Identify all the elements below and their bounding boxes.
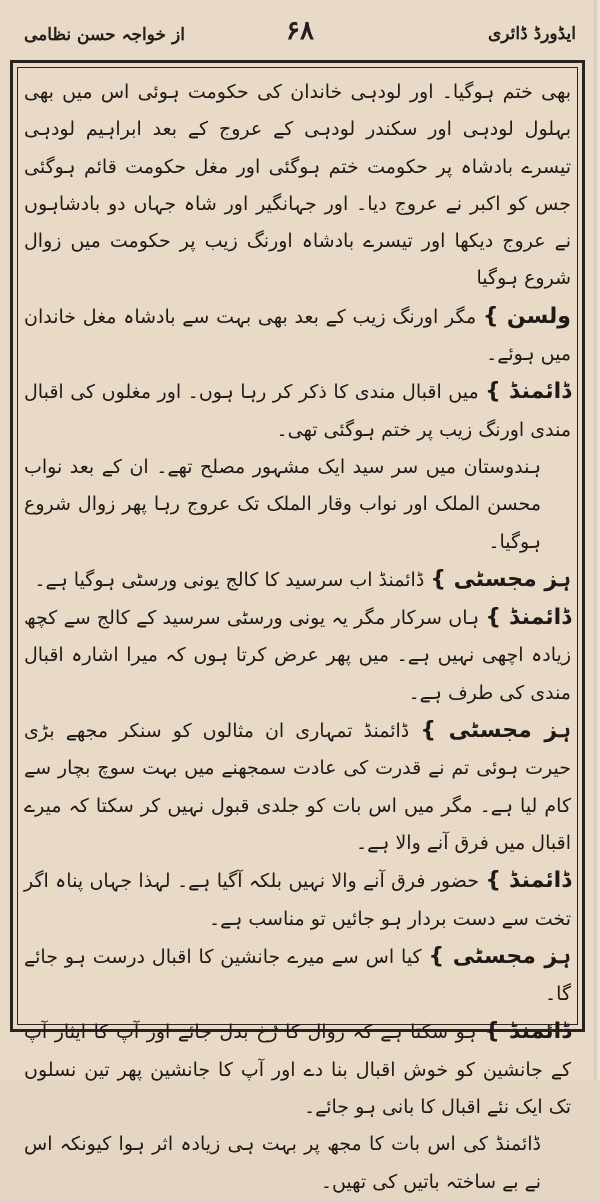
dialogue-paragraph: ہز مجسٹی } ڈائمنڈ اب سرسید کا کالج یونی ورسٹی ہوگیا ہے۔ xyxy=(34,566,571,592)
dialogue-paragraph: ولسن } مگر اورنگ زیب کے بعد بھی بہت سے بادشاہ مغل خاندان میں ہوئے۔ xyxy=(24,303,571,366)
page-header xyxy=(18,6,582,58)
speaker-name: ہز مجسٹی } xyxy=(428,943,571,969)
dialogue-paragraph: ہز مجسٹی } ڈائمنڈ تمہاری ان مثالوں کو سنکر مجھے بڑی حیرت ہوئی تم نے قدرت کی عادت سمجھنے میں بہت سوچ بچار سے کام لیا ہے۔ مگر میں اس بات کو جلدی قبول نہیں کر سکتا کہ میرے اقبال میں فرق آنے والا ہے۔ xyxy=(24,718,571,854)
dialogue-paragraph: ڈائمنڈ } حضور فرق آنے والا نہیں بلکہ آگیا ہے۔ لہذا جہاں پناہ اگر تخت سے دست بردار ہو جائیں تو مناسب ہے۔ xyxy=(24,868,571,930)
body-text xyxy=(24,74,572,1193)
dialogue-paragraph: ڈائمنڈ } میں اقبال مندی کا ذکر کر رہا ہوں۔ اور مغلوں کی اقبال مندی اورنگ زیب پر ختم ہوگئی تھی۔ xyxy=(24,379,572,441)
speaker-name: ڈائمنڈ } xyxy=(485,379,572,405)
dialogue-paragraph: ڈائمنڈ } ہو سکتا ہے کہ زوال کا رُخ بدل جائے اور آپ کا ایثار آپ کے جانشین کو خوش اقبال بنا دے اور آپ کا جانشین پھر تین نسلوں تک ایک نئے اقبال کا بانی ہو جائے۔ xyxy=(24,1019,571,1119)
page-number: ۶۸ xyxy=(286,16,314,46)
speaker-name: ڈائمنڈ } xyxy=(485,868,571,894)
speaker-name: ڈائمنڈ } xyxy=(484,1019,571,1045)
dialogue-paragraph: ڈائمنڈ } ہاں سرکار مگر یہ یونی ورسٹی سرسید کے کالج سے کچھ زیادہ اچھی نہیں ہے۔ میں پھر عرض کرتا ہوں کہ میرا اشارہ اقبال مندی کی طرف ہے۔ xyxy=(24,605,571,704)
speaker-name: ڈائمنڈ } xyxy=(485,605,571,631)
speaker-name: ولسن } xyxy=(482,303,571,329)
dialogue-paragraph: ہز مجسٹی } کیا اس سے میرے جانشین کا اقبال درست ہو جائے گا۔ xyxy=(24,943,571,1006)
speaker-name: ہز مجسٹی } xyxy=(420,718,571,744)
paragraph: ڈائمنڈ کی اس بات کا مجھ پر بہت ہی زیادہ اثر ہوا کیونکہ اس نے بے ساختہ باتیں کی تھیں۔ xyxy=(24,1133,541,1193)
paragraph: ہندوستان میں سر سید ایک مشہور مصلح تھے۔ ان کے بعد نواب محسن الملک اور نواب وقار الملک تک عروج رہا پھر زوال شروع ہوگیا۔ xyxy=(24,455,541,553)
paragraph: بھی ختم ہوگیا۔ اور لودہی خاندان کی حکومت ہوئی اس میں بھی بہلول لودہی اور سکندر لودہی کے عروج کے بعد ابراہیم لودہی تیسرے بادشاہ پر حکومت ختم ہوگئی اور مغل حکومت قائم ہوگئی جس کو اکبر نے عروج دیا۔ اور جہانگیر اور شاہ جہاں دو بادشاہوں نے عروج دیکھا اور تیسرے بادشاہ اورنگ زیب پر حکومت میں زوال شروع ہوگیا xyxy=(24,81,571,290)
scan-edge xyxy=(594,0,600,1080)
speaker-name: ہز مجسٹی } xyxy=(430,566,571,592)
running-title: ایڈورڈ ڈائری xyxy=(488,24,576,44)
author-line: از خواجہ حسن نظامی xyxy=(24,25,185,45)
